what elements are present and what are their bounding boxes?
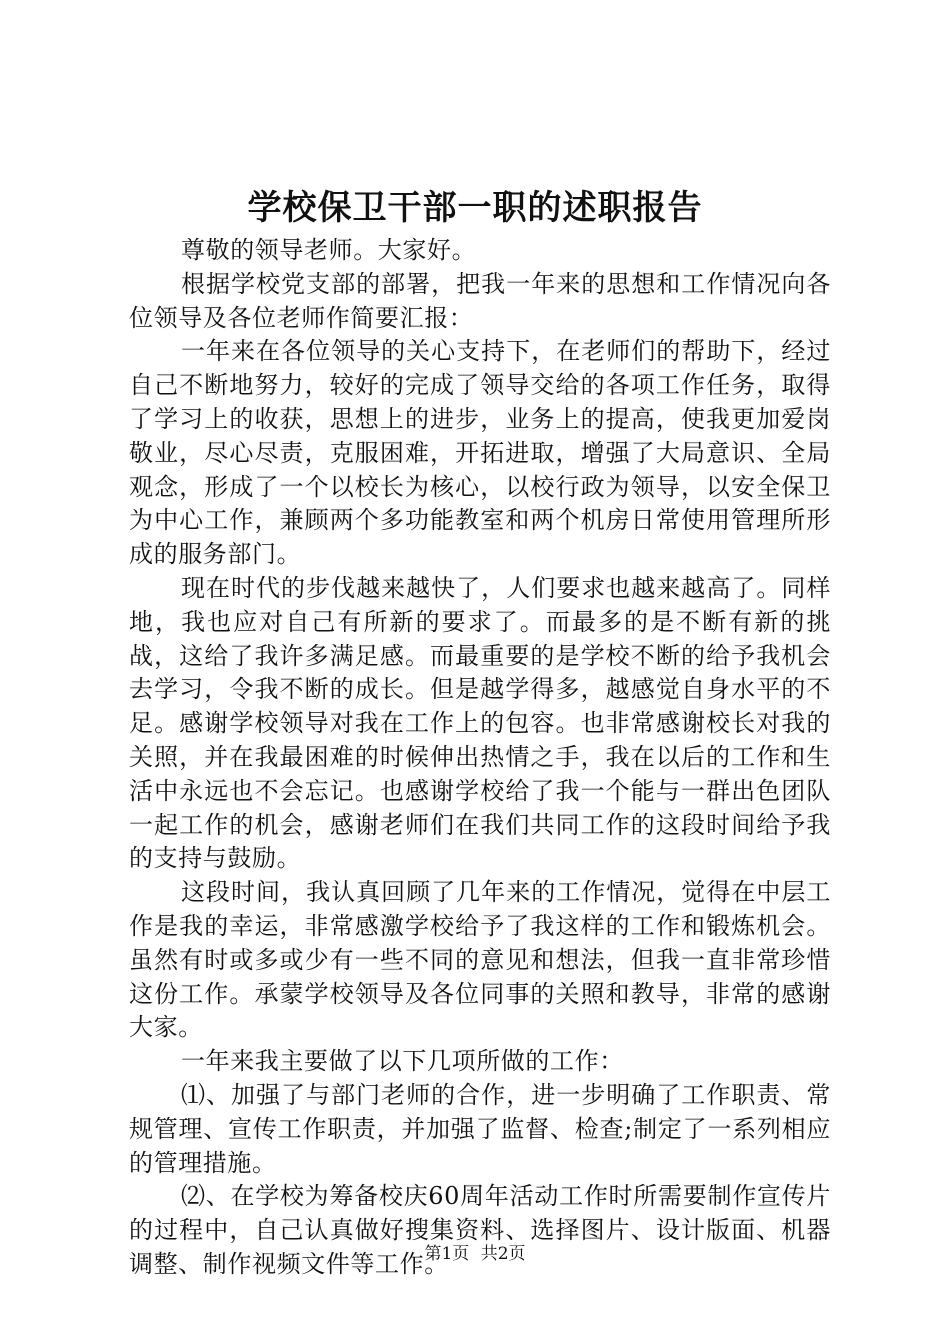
paragraph-work-item-2: ⑵、在学校为筹备校庆60周年活动工作时所需要制作宣传片的过程中，自己认真做好搜集资料、选择图片、设计版面、机器调整、制作视频文件等工作。 (129, 1182, 831, 1278)
paragraph-gratitude: 现在时代的步伐越来越快了，人们要求也越来越高了。同样地，我也应对自己有所新的要求了。而最多的是不断有新的挑战，这给了我许多满足感。而最重要的是学校不断的给予我机会去学习，令我不断的成长。但是越学得多，越感觉自身水平的不足。感谢学校领导对我在工作上的包容。也非常感谢校长对我的关照，并在我最困难的时候伸出热情之手，我在以后的工作和生活中永远也不会忘记。也感谢学校给了我一个能与一群出色团队一起工作的机会，感谢老师们在我们共同工作的这段时间给予我的支持与鼓励。 (129, 573, 831, 873)
paragraph-reflection: 这段时间，我认真回顾了几年来的工作情况，觉得在中层工作是我的幸运，非常感激学校给予了我这样的工作和锻炼机会。虽然有时或多或少有一些不同的意见和想法，但我一直非常珍惜这份工作。承蒙学校领导及各位同事的关照和教导，非常的感谢大家。 (129, 878, 831, 1042)
page-number-footer: 第1页 共2页 (424, 1244, 526, 1264)
document-title: 学校保卫干部一职的述职报告 (247, 188, 703, 228)
paragraph-work-item-1: ⑴、加强了与部门老师的合作，进一步明确了工作职责、常规管理、宣传工作职责，并加强了监督、检查;制定了一系列相应的管理措施。 (129, 1080, 831, 1177)
document-body (129, 234, 831, 1282)
paragraph-work-list-heading: 一年来我主要做了以下几项所做的工作： (181, 1047, 624, 1076)
paragraph-summary: 一年来在各位领导的关心支持下，在老师们的帮助下，经过自己不断地努力，较好的完成了领导交给的各项工作任务，取得了学习上的收获，思想上的进步，业务上的提高，使我更加爱岗敬业，尽心尽责，克服困难，开拓进取，增强了大局意识、全局观念，形成了一个以校长为核心，以校行政为领导，以安全保卫为中心工作，兼顾两个多功能教室和两个机房日常使用管理所形成的服务部门。 (129, 337, 831, 569)
paragraph-greeting: 尊敬的领导老师。大家好。 (181, 236, 477, 264)
paragraph-intro: 根据学校党支部的部署，把我一年来的思想和工作情况向各位领导及各位老师作简要汇报： (129, 269, 831, 332)
